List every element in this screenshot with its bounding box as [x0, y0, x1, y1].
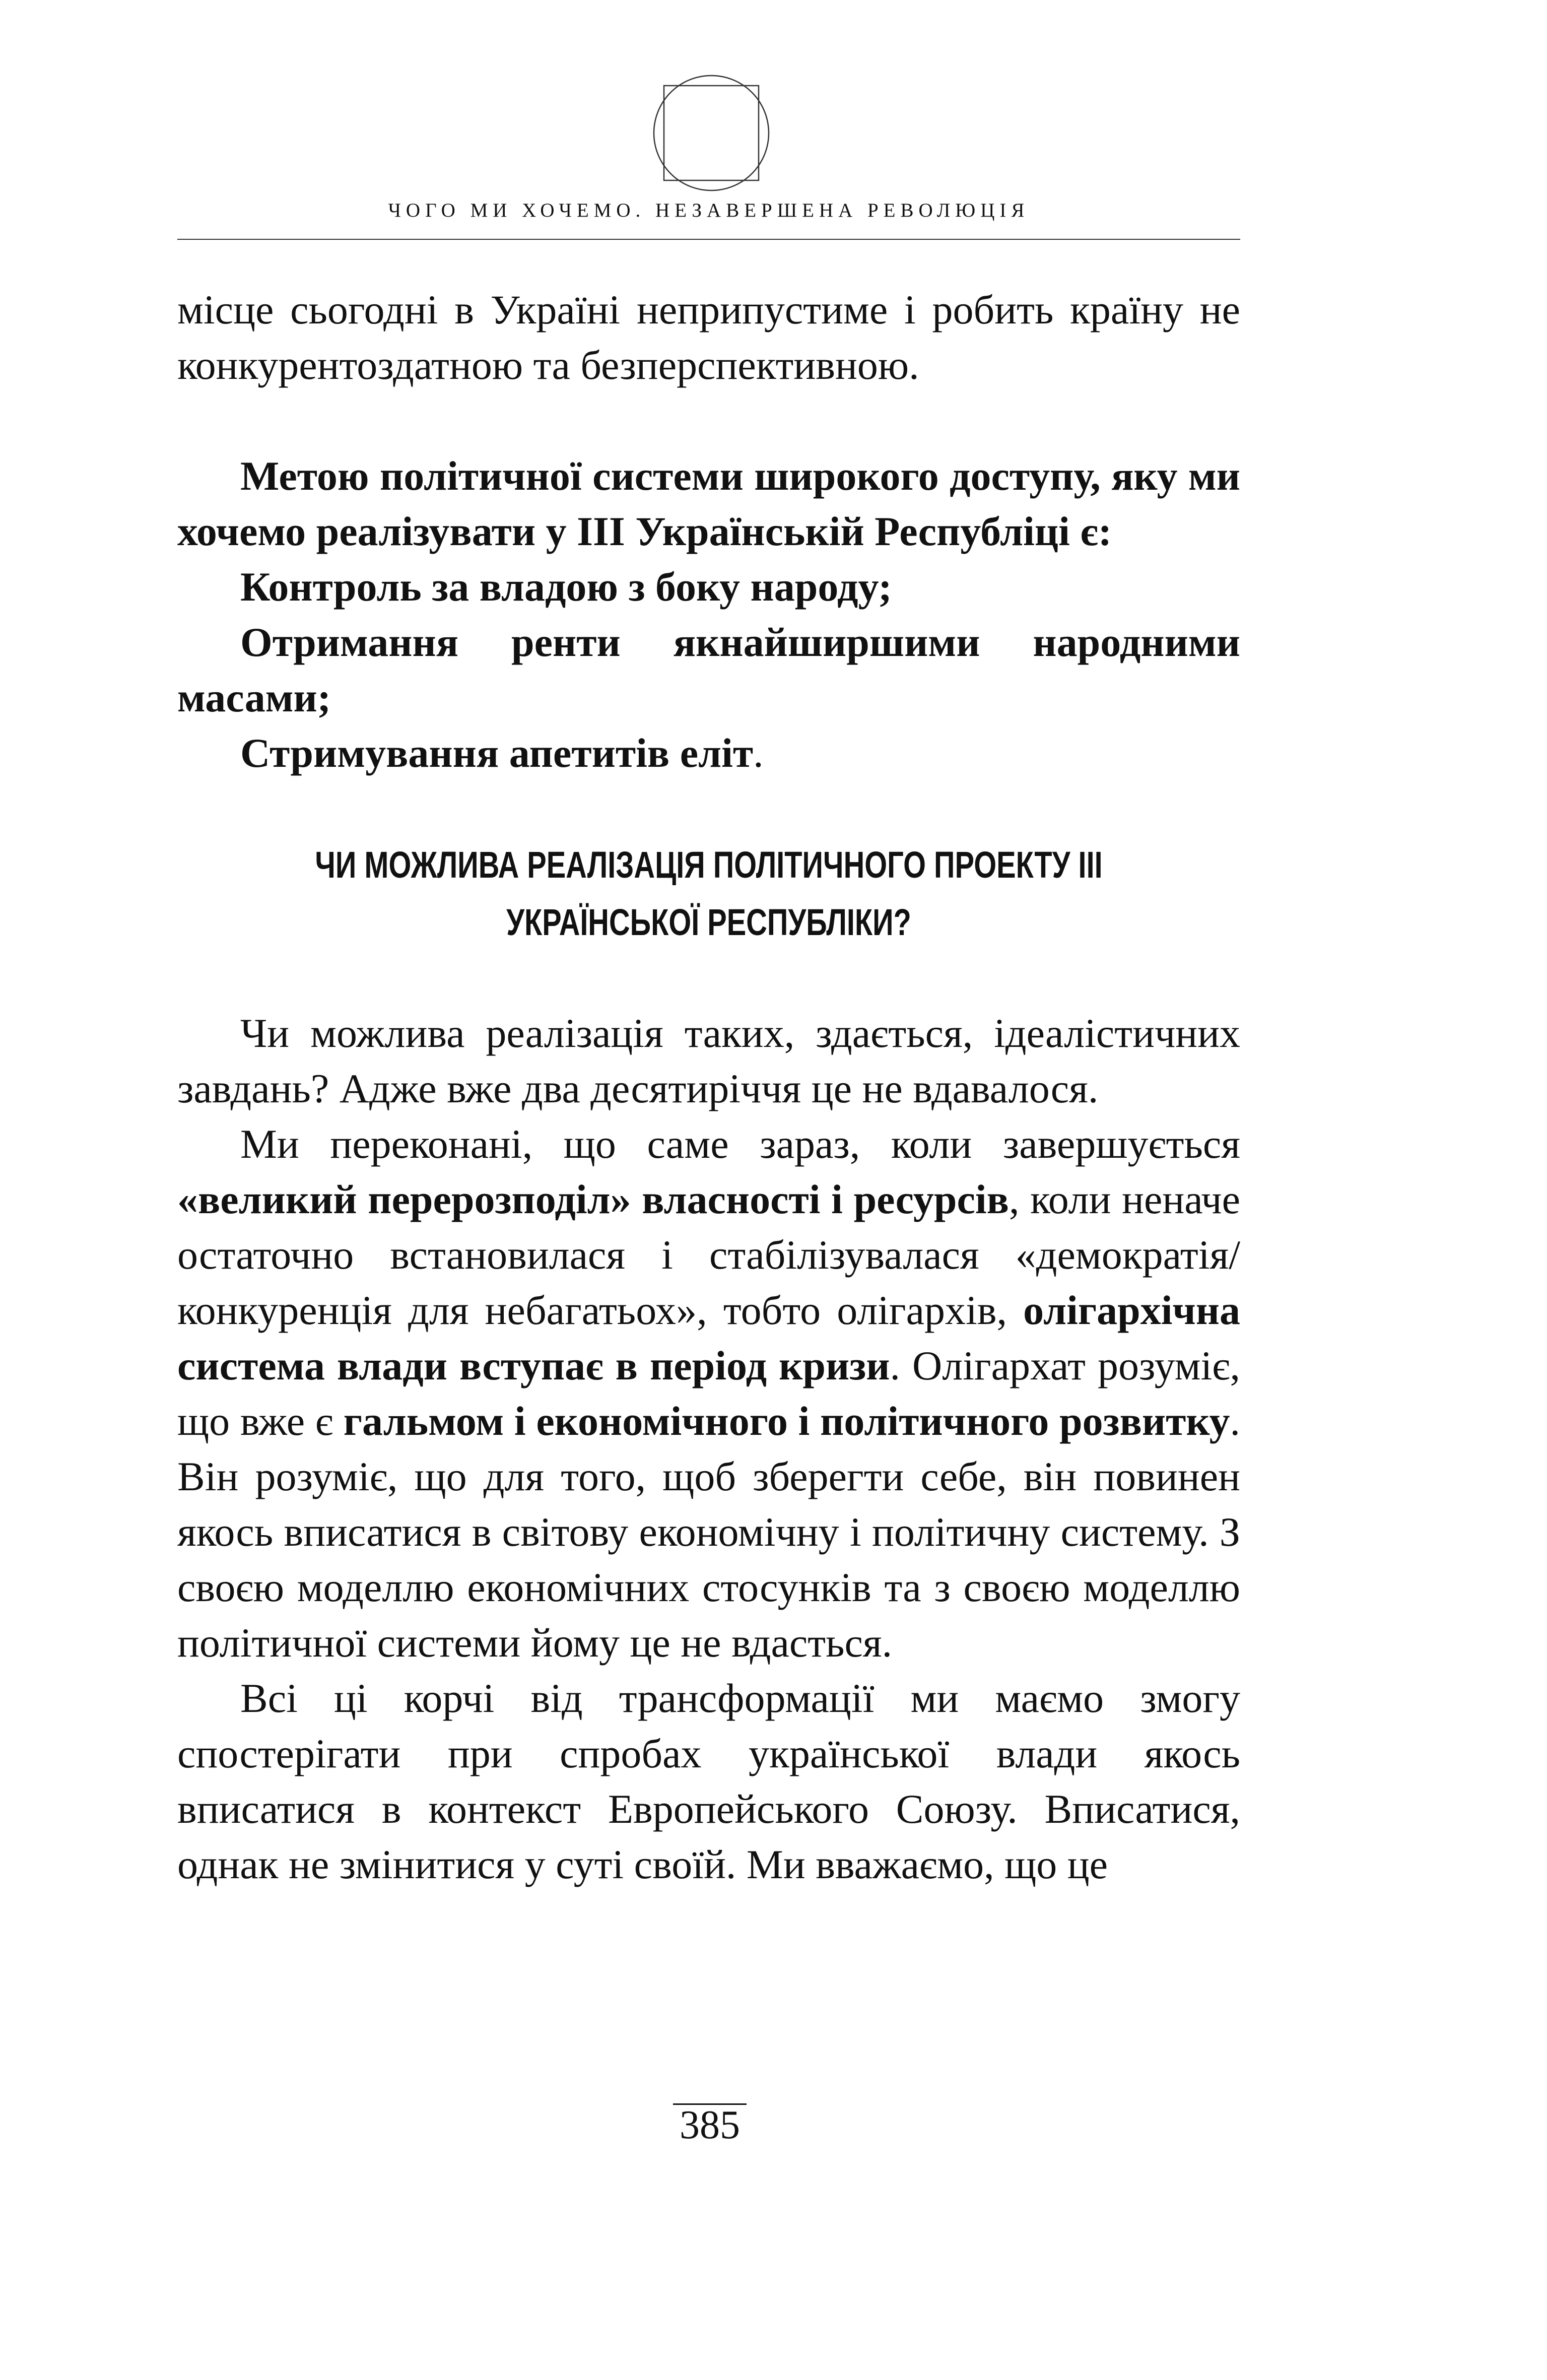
section-heading: [294, 836, 1123, 951]
page-body: [177, 282, 1240, 1892]
paragraph-continuation: місце сьогодні в Україні неприпустиме і робить країну не конкурентоздатною та безперспективною.: [177, 287, 1240, 388]
paragraph-transformation: Всі ці корчі від трансформації ми маємо змогу спостерігати при спробах української влади якось вписатися в контекст Европейського Союзу. Вписатися, однак не змінитися у суті своїй. Ми вважаємо, що це: [177, 1675, 1240, 1887]
circle-square-emblem-icon: [652, 74, 771, 192]
header-rule: [177, 239, 1240, 240]
section-heading-line-2: УКРАЇНСЬКОЇ РЕСПУБЛІКИ?: [506, 901, 911, 943]
goals-intro: Метою політичної системи широкого доступу, яку ми хочемо реалізувати у ІІІ Українській Республіці є:: [177, 453, 1240, 554]
goal-item-2: Отримання ренти якнайширшими народними масами;: [177, 619, 1240, 720]
page-number: 385: [680, 2103, 740, 2147]
paragraph-oligarchy: Ми переконані, що саме зараз, коли завершується «великий перерозподіл» власності і ресурсів, коли неначе остаточно встановилася і стабілізувалася «демократія/конкуренція для небагатьох», тобто олігархів, олігархічна система влади вступає в період кризи. Олігархат розуміє, що вже є гальмом і економічного і політичного розвитку. Він розуміє, що для того, щоб зберегти себе, він повинен якось вписатися в світову економічну і політичну систему. З своєю моделлю економічних стосунків та з своєю моделлю політичної системи йому це не вдасться.: [177, 1121, 1240, 1666]
paragraph-question: Чи можлива реалізація таких, здається, ідеалістичних завдань? Адже вже два десятиріччя це не вдавалося.: [177, 1010, 1240, 1111]
section-heading-line-1: ЧИ МОЖЛИВА РЕАЛІЗАЦІЯ ПОЛІТИЧНОГО ПРОЕКТУ ІІІ: [315, 844, 1103, 886]
running-head: ЧОГО МИ ХОЧЕМО. НЕЗАВЕРШЕНА РЕВОЛЮЦІЯ: [388, 200, 1030, 221]
goal-item-1: Контроль за владою з боку народу;: [240, 564, 892, 610]
goal-item-3: Стримування апетитів еліт.: [240, 730, 764, 776]
